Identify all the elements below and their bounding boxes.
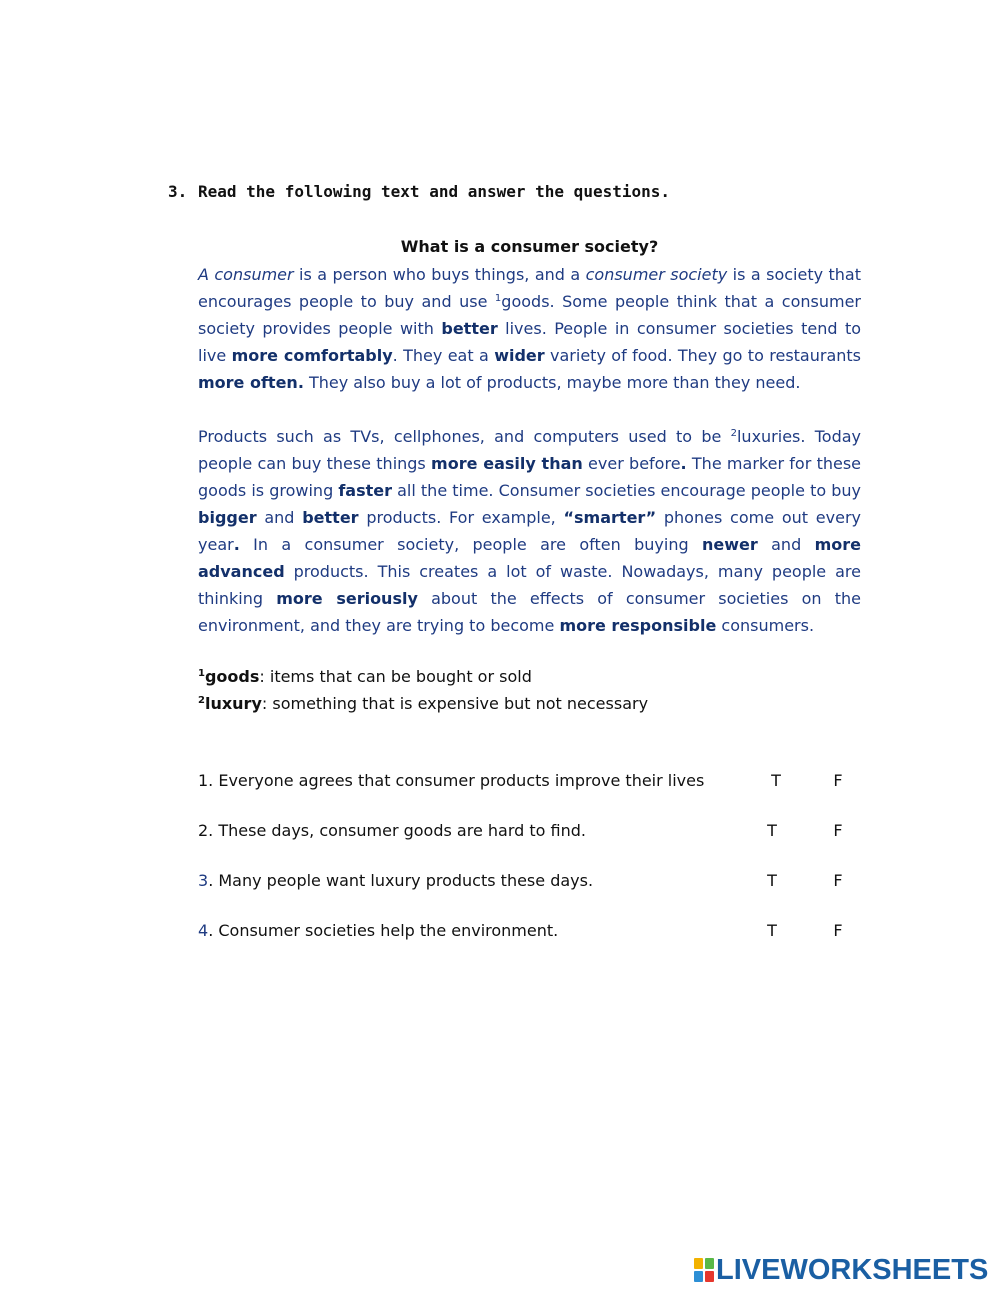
false-option[interactable]: F [833, 871, 843, 890]
text-span: is a person who buys things, and a [293, 265, 586, 284]
text-span: all the time. Consumer societies encourage people to buy [392, 481, 861, 500]
text-span: is a society that encourages people to buy and use [198, 265, 862, 311]
footnote-marker: 2 [730, 428, 737, 439]
true-option[interactable]: T [767, 921, 777, 940]
text-span: products. For example, [358, 508, 564, 527]
comparative-highlight: more comfortably [231, 346, 393, 365]
text-span: goods. Some people think that a consumer society provides people with [198, 292, 861, 338]
question-instruction: Read the following text and answer the questions. [198, 182, 671, 201]
glossary-definition: : something that is expensive but not necessary [261, 694, 649, 713]
text-span: luxuries. Today people can buy these things [198, 427, 862, 473]
text-span: The marker for these goods is growing [198, 454, 861, 500]
glossary-term: luxury [204, 694, 262, 713]
false-option[interactable]: F [833, 771, 843, 790]
question-number: 3. [168, 182, 188, 201]
logo-blocks-icon [694, 1258, 714, 1282]
text-span: They also buy a lot of products, maybe more than they need. [303, 373, 801, 392]
reading-title: What is a consumer society? [400, 237, 659, 256]
comparative-highlight: “smarter” [563, 508, 657, 527]
text-span: products. This creates a lot of waste. Nowadays, many people are thinking [198, 562, 861, 608]
text-span: . They eat a [392, 346, 495, 365]
statement-row [198, 771, 858, 795]
comparative-highlight: better [302, 508, 359, 527]
comparative-highlight: more seriously [276, 589, 418, 608]
footnote-marker: 1 [494, 293, 502, 304]
comparative-highlight: more easily than [431, 454, 583, 473]
text-span: lives. People in consumer societies tend to live [198, 319, 862, 365]
comparative-highlight: wider [494, 346, 545, 365]
statement-number: 1. [198, 771, 214, 790]
text-span: A consumer [198, 265, 294, 284]
text-span: ever before [582, 454, 681, 473]
false-option[interactable]: F [833, 821, 843, 840]
true-option[interactable]: T [771, 771, 781, 790]
comparative-highlight: bigger [198, 508, 257, 527]
statement-number: 2. [198, 821, 214, 840]
statement-number: 4 [198, 921, 209, 940]
glossary-definition: : items that can be bought or sold [259, 667, 532, 686]
statement-text: Everyone agrees that consumer products improve their lives [213, 771, 705, 790]
glossary-item-luxury [198, 694, 648, 713]
statement-row [198, 921, 858, 945]
text-span: In a consumer society, people are often buying [239, 535, 702, 554]
comparative-highlight: better [441, 319, 498, 338]
statement-number: 3 [198, 871, 209, 890]
statement-text: . Many people want luxury products these days. [208, 871, 594, 890]
logo-text: LIVEWORKSHEETS [716, 1253, 989, 1286]
statement-row [198, 821, 858, 845]
glossary-term: goods [204, 667, 260, 686]
reading-paragraph-2 [198, 423, 861, 639]
statement-text: These days, consumer goods are hard to find. [213, 821, 586, 840]
true-option[interactable]: T [767, 871, 777, 890]
comparative-highlight: . [680, 454, 687, 473]
text-span: phones come out every year [198, 508, 861, 554]
text-span: and [256, 508, 303, 527]
glossary-item-goods [198, 667, 532, 686]
footnote-marker: 2 [198, 695, 205, 706]
comparative-highlight: . [233, 535, 240, 554]
footnote-marker: 1 [198, 668, 205, 679]
true-option[interactable]: T [767, 821, 777, 840]
text-span: consumers. [716, 616, 815, 635]
false-option[interactable]: F [833, 921, 843, 940]
text-span: and [757, 535, 815, 554]
liveworksheets-logo [694, 1254, 988, 1286]
statement-row [198, 871, 858, 895]
reading-paragraph-1 [198, 261, 861, 396]
text-span: Products such as TVs, cellphones, and computers used to be [198, 427, 731, 446]
comparative-highlight: more often. [198, 373, 304, 392]
question-heading [168, 182, 670, 201]
comparative-highlight: faster [338, 481, 392, 500]
comparative-highlight: more responsible [559, 616, 717, 635]
comparative-highlight: newer [702, 535, 758, 554]
text-span: variety of food. They go to restaurants [544, 346, 862, 365]
statement-text: . Consumer societies help the environment. [208, 921, 559, 940]
text-span: about the effects of consumer societies on the environment, and they are trying to become [198, 589, 862, 635]
comparative-highlight: more advanced [198, 535, 862, 581]
text-span: consumer society [585, 265, 728, 284]
